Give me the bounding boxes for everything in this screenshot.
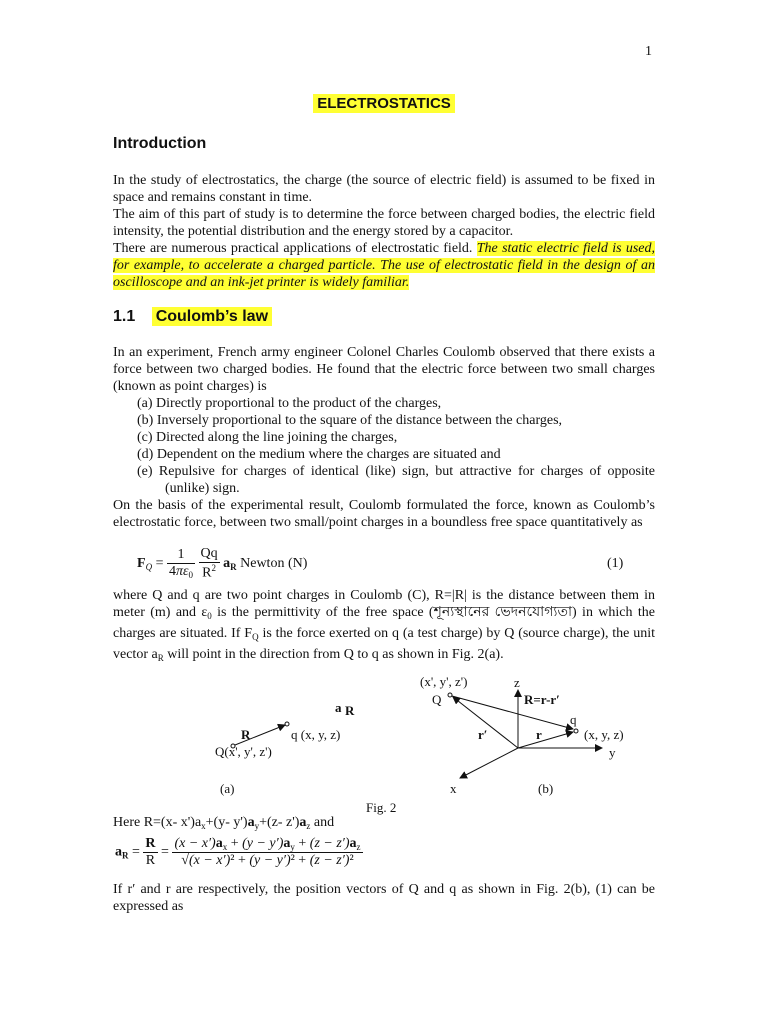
unit-vector-equation: $a_R$ = $\frac{R}{R}$ = $\frac{(x - x')a_x + (y - y')a_y + (z - z')a_z}{\text{√(x − x′)² + (y − y′)² + (z − z′)²}}$ bbox=[115, 836, 361, 868]
coulomb-intro-text bbox=[113, 344, 655, 531]
p3-part-a: where Q and q are two point charges in Coulomb (C), R=|R| is the distance between them in meter (m) and ε bbox=[113, 588, 655, 620]
p3-part-b: is the permittivity of the free space (শূন্যস্থানের ভেদনযোগ্যতা) in which the charges are situated. If F bbox=[113, 605, 655, 641]
coulomb-paragraph-4: If r′ and r are respectively, the position vectors of Q and q as shown in Fig. 2(b), (1) can be expressed as bbox=[113, 882, 655, 914]
fig-b-q-label: q bbox=[570, 712, 577, 727]
fig-b-z-label: z bbox=[514, 675, 520, 690]
figure-2a bbox=[215, 700, 355, 796]
page-number: 1 bbox=[645, 44, 652, 59]
intro-paragraph-2: The aim of this part of study is to determine the force between charged bodies, the electric field intensity, the potential distribution and the energy stored by a capacitor. bbox=[113, 207, 655, 239]
fig-a-R-label: R bbox=[241, 727, 251, 742]
fig-b-y-label: y bbox=[609, 745, 616, 760]
coulomb-paragraph-1: In an experiment, French army engineer Colonel Charles Coulomb observed that there exists a force between two charged bodies. He found that the electric force between two small charges (known as point charges) is bbox=[113, 345, 655, 394]
fig-b-q-point bbox=[574, 729, 578, 733]
p3-part-d: will point in the direction from Q to q as shown in Fig. 2(a). bbox=[163, 647, 504, 662]
fig-b-r-prime-label: r′ bbox=[478, 727, 488, 742]
figure-2 bbox=[0, 660, 768, 820]
section-title: Coulomb’s law bbox=[152, 307, 272, 326]
fig-b-caption: (b) bbox=[538, 781, 554, 796]
fig-a-q-point bbox=[285, 722, 289, 726]
fig-b-x-axis bbox=[460, 748, 518, 778]
coulomb-properties-list bbox=[113, 395, 655, 497]
figure-2b bbox=[420, 674, 624, 796]
fig-b-x-label: x bbox=[450, 781, 457, 796]
fig-b-top-label: (x', y', z') bbox=[420, 674, 468, 689]
document-title-text: ELECTROSTATICS bbox=[313, 94, 455, 113]
fig-b-xyz-label: (x, y, z) bbox=[584, 727, 624, 742]
fig-a-caption: (a) bbox=[220, 781, 235, 796]
fig-b-Q-label: Q bbox=[432, 692, 442, 707]
intro-p3-plain: There are numerous practical applications of electrostatic field. bbox=[113, 241, 473, 256]
fig-a-aR-label: a bbox=[335, 700, 342, 715]
fig-a-Q-label: Q(x', y', z') bbox=[215, 744, 272, 759]
equation-1-unit: Newton (N) bbox=[240, 556, 308, 572]
introduction-text bbox=[113, 172, 655, 291]
intro-p3-highlight: The static electric field is used, for example, to accelerate a charged particle. The use of electrostatic field in the design of an oscilloscope and an ink-jet printer is widely familiar. bbox=[113, 241, 656, 290]
list-item: (a) Directly proportional to the product of the charges, bbox=[137, 396, 442, 411]
intro-paragraph-1: In the study of electrostatics, the charge (the source of electric field) is assumed to be fixed in space and remains constant in time. bbox=[113, 173, 655, 205]
R-definition-text: Here R=(x- x')a bbox=[113, 815, 202, 830]
section-heading bbox=[113, 308, 272, 326]
intro-paragraph-3 bbox=[113, 240, 655, 291]
p3-part-c: is the force exerted on q (a test charge) by Q (source charge), the unit vector a bbox=[113, 626, 656, 662]
svg-text:R: R bbox=[345, 703, 355, 718]
document-title bbox=[0, 95, 768, 112]
fig-a-q-label: q (x, y, z) bbox=[291, 727, 341, 742]
list-item: (c) Directed along the line joining the charges, bbox=[137, 430, 398, 445]
fig-b-r-vector bbox=[518, 732, 573, 748]
list-item: (d) Dependent on the medium where the charges are situated and bbox=[137, 447, 501, 462]
fig-b-Q-point bbox=[448, 693, 452, 697]
fig-b-r-label: r bbox=[536, 727, 542, 742]
figure-caption: Fig. 2 bbox=[366, 800, 397, 815]
coulomb-paragraph-2: On the basis of the experimental result, Coulomb formulated the force, known as Coulomb’s electrostatic force, between two small/point charges in a boundless free space quantitatively as bbox=[113, 498, 655, 530]
R-definition-line: Here R=(x- $x')a_x+(y-$ $y')a_y+(z-$ $z')a_z$ and bbox=[113, 815, 335, 831]
list-item: (b) Inversely proportional to the square of the distance between the charges, bbox=[137, 413, 563, 428]
section-number: 1.1 bbox=[113, 308, 136, 325]
equation-1-number: (1) bbox=[607, 556, 624, 571]
fig-b-R-equation: R=r-r′ bbox=[524, 692, 560, 707]
coulomb-paragraph-3: where Q and q are two point charges in Coulomb (C), R=|R| is the distance between them in meter (m) and $\varepsilon_0$ is the permittivity of the free space (শূন্যস্থানের ভেদনযোগ্যতা) in which the charges are situated. If $F_Q$ is the force exerted on q (a test charge) by Q (source charge), the unit vector $a_R$ will point in the direction from Q to q as shown in Fig. 2(a). bbox=[113, 588, 656, 663]
list-item: (e) Repulsive for charges of identical (like) sign, but attractive for charges of opposite (unlike) sign. bbox=[137, 464, 655, 496]
equation-1: $F_Q$ = $\frac{1}{4\pi\varepsilon_0}$ $\frac{Qq}{R^2}$ $a_R$ Newton (N) bbox=[137, 546, 308, 581]
introduction-heading: Introduction bbox=[113, 135, 207, 152]
